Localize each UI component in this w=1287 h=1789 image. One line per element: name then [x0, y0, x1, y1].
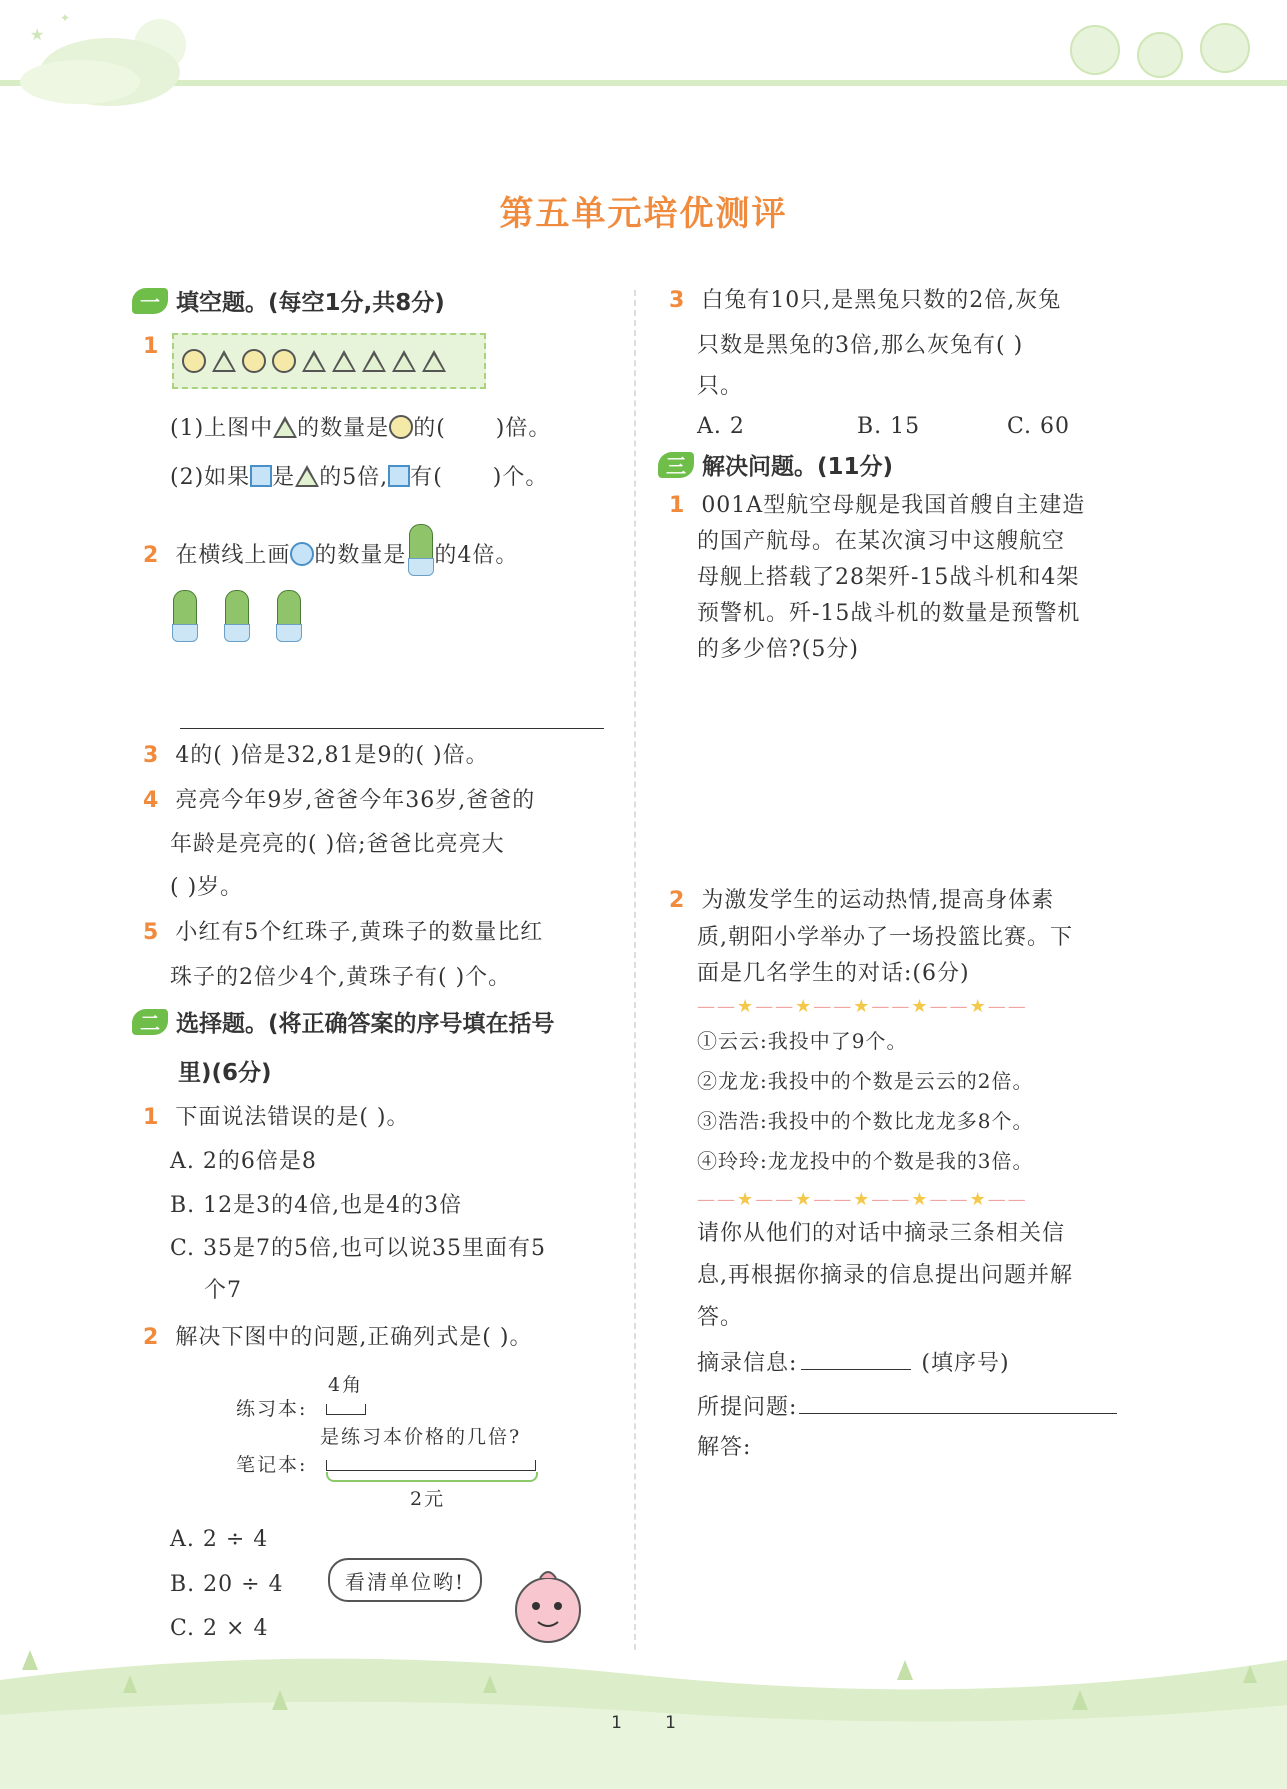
q1-3: [143, 737, 489, 775]
q3-2-line: 为激发学生的运动热情,提高身体素: [701, 888, 1055, 913]
q1-1-number: 1: [143, 334, 160, 359]
text: )个。: [492, 465, 549, 490]
option-b[interactable]: B. 15: [857, 414, 921, 439]
question-label: 是练习本价格的几倍?: [320, 1426, 522, 1448]
label-2yuan: 2元: [410, 1488, 446, 1510]
text: 的5倍,: [319, 465, 389, 490]
section-two-badge: 二: [132, 1009, 168, 1035]
q2-2-text: 解决下图中的问题,正确列式是( )。: [175, 1325, 533, 1350]
dialog-line: ②龙龙:我投中的个数是云云的2倍。: [697, 1069, 1034, 1093]
triangle-shape: [422, 350, 446, 372]
q1-2-number: 2: [143, 543, 160, 568]
label-4jiao: 4角: [328, 1374, 364, 1396]
q3-2-line: 面是几名学生的对话:(6分): [697, 961, 970, 986]
text: 的4倍。: [434, 543, 519, 568]
star-divider: ——★——★——★——★——★——: [697, 1189, 1028, 1210]
q2-1-number: 1: [143, 1105, 160, 1130]
triangle-shape: [212, 350, 236, 372]
ask-label: 所提问题:: [697, 1395, 798, 1420]
q1-4-line: ( )岁。: [170, 875, 244, 900]
option-b[interactable]: B. 12是3的4倍,也是4的3倍: [170, 1193, 463, 1218]
option-a[interactable]: A. 2的6倍是8: [170, 1149, 317, 1174]
drawing-answer-line[interactable]: [180, 728, 604, 729]
page-number: 1 1: [611, 1713, 676, 1733]
info-hint: (填序号): [921, 1351, 1010, 1376]
q1-5-line: 珠子的2倍少4个,黄珠子有( )个。: [170, 965, 512, 990]
q1-4: [143, 782, 535, 820]
q1-1-part2: [170, 459, 548, 497]
triangle-shape: [362, 350, 386, 372]
section-two-title-cont: 里)(6分): [178, 1060, 272, 1086]
speech-bubble: [328, 1558, 482, 1602]
info-row: [697, 1343, 1010, 1383]
section-one-title: 填空题。(每空1分,共8分): [176, 290, 445, 316]
text: (1)上图中: [170, 416, 274, 441]
triangle-shape: [332, 350, 356, 372]
triangle-shape: [392, 350, 416, 372]
q1-2: [143, 524, 518, 576]
ask-answer-line[interactable]: [799, 1387, 1117, 1414]
q2-2: [143, 1319, 532, 1357]
svg-text:✦: ✦: [60, 11, 71, 25]
q1-1-part1: [170, 410, 551, 448]
option-a[interactable]: A. 2: [697, 414, 745, 439]
cactus-icon: [222, 590, 250, 642]
text: (2)如果: [170, 465, 251, 490]
q2-1: [143, 1099, 409, 1137]
q2-2-number: 2: [143, 1325, 160, 1350]
q3-2: [669, 882, 1054, 920]
section-three-badge: 三: [658, 452, 694, 478]
column-divider: [634, 290, 636, 1650]
q3-1-line: 母舰上搭载了28架歼-15战斗机和4架: [697, 565, 1080, 590]
dialog-line: ①云云:我投中了9个。: [697, 1029, 908, 1053]
text: )倍。: [495, 416, 552, 441]
triangle-shape: [302, 350, 326, 372]
brace-green: [326, 1472, 538, 1482]
cactus-icon: [274, 590, 302, 642]
option-c[interactable]: C. 35是7的5倍,也可以说35里面有5: [170, 1236, 547, 1261]
circle-icon: [290, 542, 314, 566]
q1-5-number: 5: [143, 920, 160, 945]
cactus-icon: [406, 524, 434, 576]
q1-3-number: 3: [143, 743, 160, 768]
q3-2-line: 质,朝阳小学举办了一场投篮比赛。下: [697, 925, 1073, 950]
q3-1-line: 的国产航母。在某次演习中这艘航空: [697, 529, 1066, 554]
segment-diagram: [230, 1368, 550, 1508]
q3-1: [669, 487, 1085, 525]
q3-2-instruction: 请你从他们的对话中摘录三条相关信: [697, 1221, 1066, 1246]
triangle-icon: [273, 416, 297, 438]
option-c-cont: 个7: [204, 1278, 242, 1303]
circle-shape: [272, 349, 296, 373]
star-divider: ——★——★——★——★——★——: [697, 996, 1028, 1017]
cactus-group: [170, 590, 302, 642]
label-notebook2: 笔记本:: [236, 1454, 308, 1476]
q3-1-line: 001A型航空母舰是我国首艘自主建造: [701, 493, 1086, 518]
header-decoration: [0, 0, 1287, 110]
q2-3-number: 3: [669, 288, 686, 313]
ask-row: [697, 1387, 1117, 1427]
section-one-heading: [132, 284, 445, 317]
circle-shape: [242, 349, 266, 373]
text: 的数量是: [314, 543, 407, 568]
q1-5: [143, 914, 543, 952]
q2-3-line: 白兔有10只,是黑兔只数的2倍,灰兔: [701, 288, 1062, 313]
q1-5-line: 小红有5个红珠子,黄珠子的数量比红: [175, 920, 544, 945]
q1-4-line: 年龄是亮亮的( )倍;爸爸比亮亮大: [170, 832, 505, 857]
label-notebook1: 练习本:: [236, 1398, 308, 1420]
footer-landscape: [0, 1620, 1287, 1789]
q2-3: [669, 282, 1061, 320]
circle-icon: [389, 415, 413, 439]
triangle-icon: [295, 465, 319, 487]
q1-3-text: 4的( )倍是32,81是9的( )倍。: [175, 743, 489, 768]
text: 的数量是: [297, 416, 390, 441]
text: 的(: [413, 416, 446, 441]
option-c[interactable]: C. 60: [1007, 414, 1071, 439]
option-c[interactable]: C. 2 × 4: [170, 1616, 269, 1641]
page-title: 第五单元培优测评: [499, 194, 788, 234]
text: 在横线上画: [175, 543, 291, 568]
bubble-text: 看清单位哟!: [344, 1569, 466, 1594]
q1-4-number: 4: [143, 788, 160, 813]
q3-2-instruction: 答。: [697, 1305, 744, 1330]
q3-2-number: 2: [669, 888, 686, 913]
info-label: 摘录信息:: [697, 1351, 798, 1376]
circle-shape: [182, 349, 206, 373]
info-answer-line[interactable]: [801, 1343, 911, 1370]
section-two-heading: [132, 1005, 555, 1038]
section-two-title: 选择题。(将正确答案的序号填在括号: [176, 1011, 555, 1037]
square-icon: [250, 465, 272, 487]
segment-short: [326, 1404, 366, 1415]
section-three-title: 解决问题。(11分): [702, 454, 894, 480]
q2-3-options: [697, 408, 1070, 446]
answer-label: 解答:: [697, 1435, 752, 1460]
shape-sequence-box: [172, 333, 486, 389]
q2-1-text: 下面说法错误的是( )。: [175, 1105, 410, 1130]
q2-3-line: 只数是黑兔的3倍,那么灰兔有( ): [697, 333, 1024, 358]
dialog-line: ④玲玲:龙龙投中的个数是我的3倍。: [697, 1149, 1034, 1173]
text: 有(: [410, 465, 443, 490]
q1-4-line: 亮亮今年9岁,爸爸今年36岁,爸爸的: [175, 788, 536, 813]
text: 是: [272, 465, 296, 490]
cactus-icon: [170, 590, 198, 642]
q2-3-line: 只。: [697, 374, 744, 399]
q3-1-line: 的多少倍?(5分): [697, 637, 859, 662]
q3-2-instruction: 息,再根据你摘录的信息提出问题并解: [697, 1263, 1073, 1288]
section-three-heading: [658, 448, 893, 481]
option-b[interactable]: B. 20 ÷ 4: [170, 1572, 284, 1597]
option-a[interactable]: A. 2 ÷ 4: [170, 1527, 269, 1552]
segment-long: [326, 1460, 536, 1471]
section-one-badge: 一: [132, 288, 168, 314]
dialog-line: ③浩浩:我投中的个数比龙龙多8个。: [697, 1109, 1034, 1133]
svg-text:★: ★: [30, 25, 45, 44]
square-icon: [388, 465, 410, 487]
q3-1-line: 预警机。歼-15战斗机的数量是预警机: [697, 601, 1081, 626]
q3-1-number: 1: [669, 493, 686, 518]
